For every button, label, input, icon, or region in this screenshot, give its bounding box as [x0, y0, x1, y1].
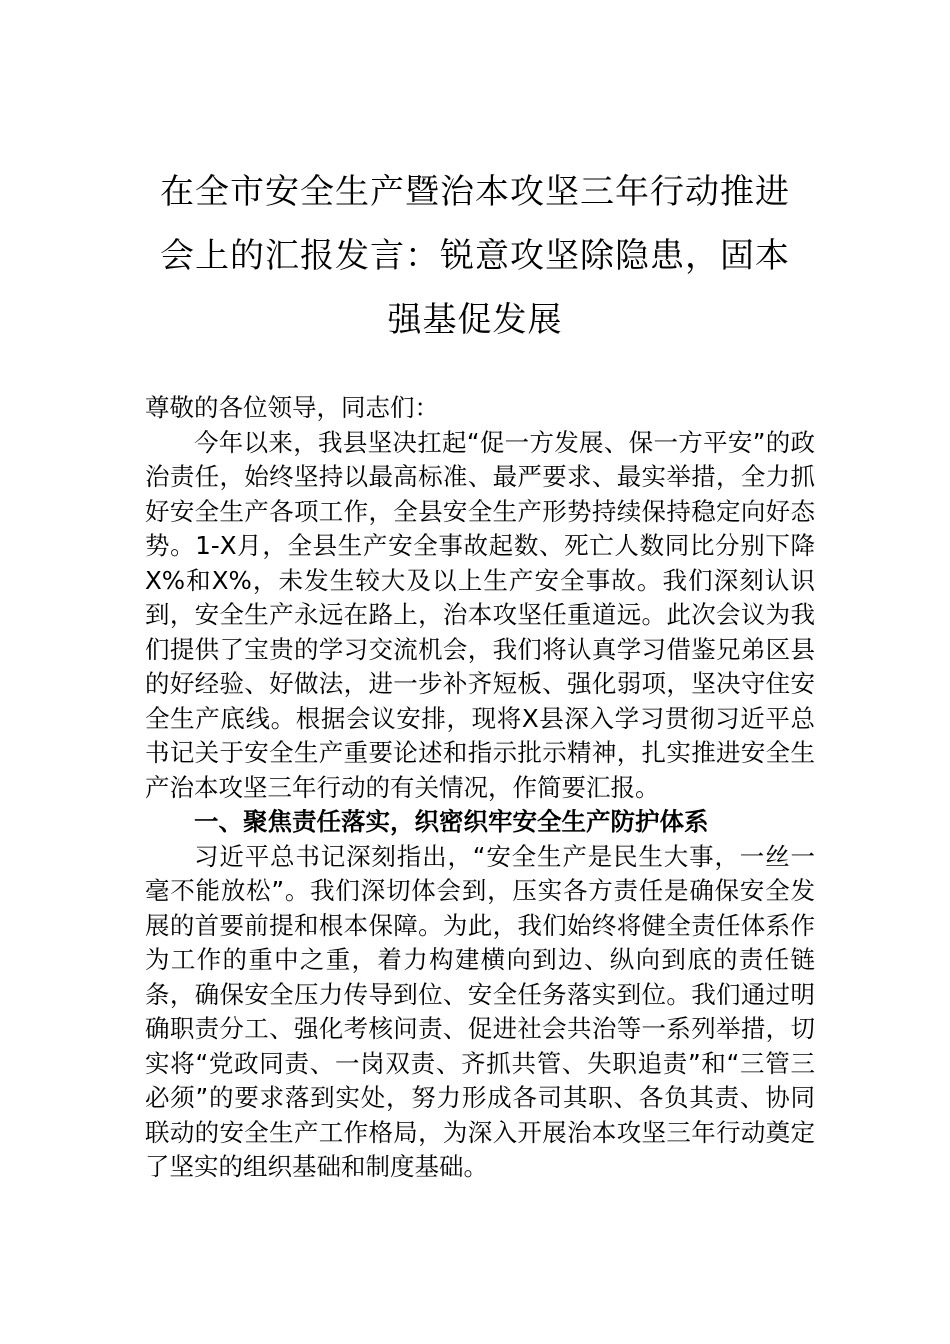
paragraph-section-1: 习近平总书记深刻指出，“安全生产是民生大事，一丝一毫不能放松”。我们深切体会到，压实各方责任是确保安全发展的首要前提和根本保障。为此，我们始终将健全责任体系作为工作的重中之重，着力构建横向到边、纵向到底的责任链条，确保安全压力传导到位、安全任务落实到位。我们通过明确职责分工、强化考核问责、促进社会共治等一系列举措，切实将“党政同责、一岗双责、齐抓共管、失职追责”和“三管三必须”的要求落到实处，努力形成各司其职、各负其责、协同联动的安全生产工作格局，为深入开展治本攻坚三年行动奠定了坚实的组织基础和制度基础。: [145, 841, 815, 1181]
title-line-1: 在全市安全生产暨治本攻坚三年行动推进: [160, 172, 790, 212]
title-line-2: 会上的汇报发言：锐意攻坚除隐患，固本: [160, 236, 790, 276]
salutation: 尊敬的各位领导，同志们：: [145, 393, 439, 422]
title-line-3: 强基促发展: [387, 300, 563, 340]
document-body: [145, 391, 815, 1185]
section-heading-1: 一、聚焦责任落实，织密织牢安全生产防护体系: [194, 807, 709, 836]
document-title: [140, 160, 810, 352]
paragraph-intro: 今年以来，我县坚决扛起“促一方发展、保一方平安”的政治责任，始终坚持以最高标准、最严要求、最实举措，全力抓好安全生产各项工作，全县安全生产形势持续保持稳定向好态势。1-X月，全县生产安全事故起数、死亡人数同比分别下降X%和X%，未发生较大及以上生产安全事故。我们深刻认识到，安全生产永远在路上，治本攻坚任重道远。此次会议为我们提供了宝贵的学习交流机会，我们将认真学习借鉴兄弟区县的好经验、好做法，进一步补齐短板、强化弱项，坚决守住安全生产底线。根据会议安排，现将X县深入学习贯彻习近平总书记关于安全生产重要论述和指示批示精神，扎实推进安全生产治本攻坚三年行动的有关情况，作简要汇报。: [145, 427, 815, 802]
